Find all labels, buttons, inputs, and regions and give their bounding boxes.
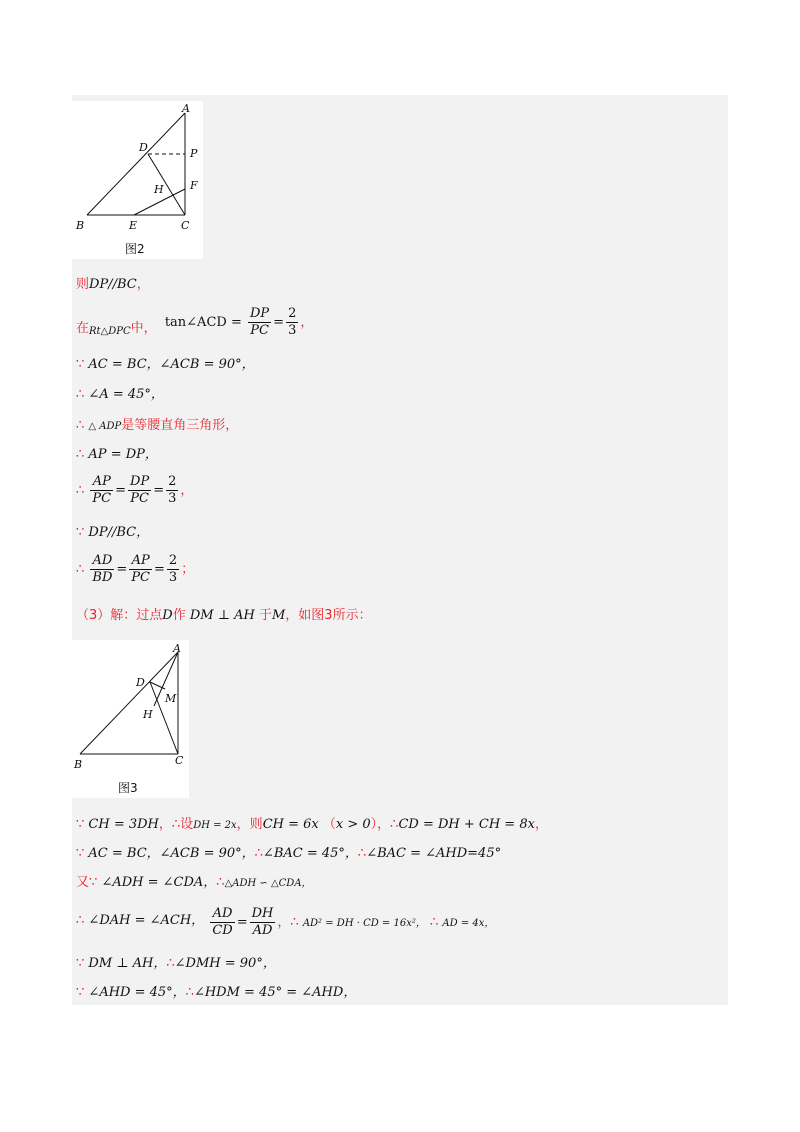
text-l3-sym: ∵ — [76, 357, 85, 372]
text-l15-m1: DM ⊥ AH， — [88, 956, 167, 971]
line-13 — [76, 874, 312, 893]
text-l2-eq: = — [273, 315, 285, 330]
text-l11-t2: ，则 — [236, 817, 263, 832]
text-l1-math: DP//BC — [89, 277, 137, 292]
text-l12-m3: ∠BAC = ∠AHD=45° — [366, 846, 502, 861]
text-l11-s1: ∵ — [76, 817, 85, 832]
text-l13-s1: ∵ — [89, 875, 98, 890]
figure-2-caption: 图2 — [125, 242, 145, 256]
fraction — [128, 474, 151, 507]
label-M: M — [165, 692, 177, 705]
text-l16-m2: ∠HDM = 45° = ∠AHD， — [193, 985, 357, 1000]
fraction — [90, 474, 113, 507]
text-l15-m2: ∠DMH = 90°， — [174, 956, 276, 971]
text-l5-text: 是等腰直角三角形， — [121, 418, 239, 433]
text-l11-t4: ），∴ — [370, 817, 399, 832]
text-l13-m1: ∠ADH = ∠CDA， — [101, 875, 217, 890]
fraction — [166, 474, 178, 507]
fraction — [286, 306, 298, 339]
text-l14-s1: ∴ — [76, 913, 85, 928]
fraction — [90, 553, 114, 586]
text-l2-mid: 中， — [130, 321, 157, 336]
line-1 — [76, 276, 150, 294]
text-l7-f3-num: 2 — [168, 474, 177, 489]
line-11 — [76, 816, 548, 835]
figure-3-caption: 图3 — [118, 781, 138, 795]
text-l10-c: 于 — [258, 608, 272, 623]
text-l14-m1: ∠DAH = ∠ACH， — [88, 913, 205, 928]
figure-3 — [72, 640, 189, 798]
text-l9-f3-den: 3 — [168, 570, 178, 585]
label-E: E — [129, 219, 138, 232]
text-l12-s2: ∴ — [254, 846, 263, 861]
text-l16-s1: ∵ — [76, 985, 85, 1000]
text-l6-math: AP = DP， — [88, 447, 158, 462]
text-l6-sym: ∴ — [76, 447, 85, 462]
fraction — [250, 906, 276, 939]
text-l7-f2-den: PC — [130, 491, 149, 506]
text-l9-f1-num: AD — [90, 553, 114, 570]
text-l7-f1-den: PC — [92, 491, 112, 506]
text-l10-m1: DM ⊥ AH — [189, 608, 255, 623]
text-l16-m1: ∠AHD = 45°， — [88, 985, 186, 1000]
text-l12-s1: ∵ — [76, 846, 85, 861]
text-l5-sym: ∴ — [76, 418, 85, 433]
text-l10-b: 作 — [172, 608, 186, 623]
line-6 — [76, 446, 158, 464]
figure-2 — [72, 101, 203, 259]
text-l2-f2-num: 2 — [288, 306, 297, 321]
text-l10-a: （3）解：过点 — [76, 608, 163, 623]
text-l12-s3: ∴ — [357, 846, 367, 861]
line-7: ∴ $\frac{AP}{PC}$ = $\frac{DP}{PC}$ = $\frac{2}{3}$ ， — [76, 474, 194, 506]
text-l11-t3: （ — [322, 817, 336, 832]
label-A: A — [182, 102, 190, 115]
text-l2-post: ， — [300, 315, 314, 330]
line-16 — [76, 984, 356, 1002]
text-l14-f1-den: CD — [212, 923, 233, 938]
text-l7-post: ， — [180, 483, 194, 498]
text-l12-m2: ∠BAC = 45°， — [262, 846, 358, 861]
fraction — [167, 553, 179, 586]
text-l8-math: DP//BC， — [88, 525, 150, 540]
text-l15-s2: ∴ — [166, 956, 175, 971]
text-l16-s2: ∴ — [185, 985, 194, 1000]
text-l2-rt: Rt△DPC — [89, 326, 131, 337]
text-l12-m1: AC = BC，∠ACB = 90°， — [88, 846, 255, 861]
text-l2-f1-num: DP — [249, 306, 270, 321]
text-l8-sym: ∵ — [76, 525, 85, 540]
text-l2-tan: tan∠ACD = — [164, 315, 242, 330]
text-l14-f2-den: AD — [252, 923, 273, 938]
line-4 — [76, 386, 164, 404]
text-l11-m2: DH = 2x — [193, 820, 237, 831]
text-l14-f2-num: DH — [251, 906, 274, 921]
label-D: D — [136, 676, 145, 689]
fraction — [248, 306, 271, 339]
text-l11-m5: CD = DH + CH = 8x — [398, 817, 535, 832]
text-l9-f2-den: PC — [131, 570, 151, 585]
label-D: D — [139, 141, 148, 154]
text-l11-m4: x > 0 — [335, 817, 371, 832]
label-P: P — [190, 147, 198, 160]
figure-2-diagram — [72, 101, 203, 259]
text-l2-f1-den: PC — [250, 323, 269, 338]
text-l7-f2-num: DP — [130, 474, 150, 489]
line-5 — [76, 417, 238, 436]
text-l9-f1-den: BD — [92, 570, 113, 585]
line-9: ∴ $\frac{AD}{BD}$ = $\frac{AP}{PC}$ = $\frac{2}{3}$ ； — [76, 553, 195, 585]
text-l14-t1: ， — [277, 915, 291, 930]
text-l1-pre: 则 — [76, 277, 90, 292]
text-l13-t1: 又 — [76, 875, 90, 890]
text-l13-m2: △ADH ∽ △CDA， — [224, 878, 312, 889]
text-l7-f1-num: AP — [90, 474, 113, 491]
text-l7-f3-den: 3 — [168, 491, 177, 506]
text-l15-s1: ∵ — [76, 956, 85, 971]
line-14 — [76, 906, 494, 939]
text-l1-post: ， — [136, 277, 150, 292]
text-l5-math: △ ADP — [88, 421, 122, 432]
text-l11-t5: ， — [534, 817, 548, 832]
label-A: A — [173, 642, 181, 655]
text-l9-f2-num: AP — [129, 553, 152, 570]
label-B: B — [74, 758, 83, 771]
label-C: C — [175, 754, 184, 767]
text-l14-m2: AD² = DH · CD = 16x²， — [302, 918, 426, 929]
text-l9-post: ； — [181, 562, 195, 577]
text-l11-m3: CH = 6x — [262, 817, 319, 832]
text-l11-m1: CH = 3DH — [88, 817, 159, 832]
text-l3-math: AC = BC，∠ACB = 90°， — [88, 357, 255, 372]
text-l2-pre: 在 — [76, 321, 90, 336]
text-l13-s2: ∴ — [216, 875, 225, 890]
text-l4-sym: ∴ — [76, 387, 85, 402]
figure-3-diagram — [72, 640, 189, 798]
line-2 — [76, 306, 313, 339]
text-l10-m2: M — [271, 608, 286, 623]
text-l14-eq: = — [236, 915, 248, 930]
text-l14-s2: ∴ — [290, 915, 299, 930]
text-l9-sym: ∴ — [76, 562, 85, 577]
text-l4-math: ∠A = 45°， — [88, 387, 164, 402]
label-C: C — [181, 219, 190, 232]
fraction — [210, 906, 234, 939]
text-l7-sym: ∴ — [76, 483, 85, 498]
label-F: F — [190, 179, 198, 192]
fraction — [129, 553, 152, 586]
text-l11-t1: ，∴设 — [158, 817, 194, 832]
line-12 — [76, 845, 501, 863]
line-8 — [76, 524, 149, 542]
text-l2-f2-den: 3 — [288, 323, 297, 338]
label-B: B — [76, 219, 85, 232]
text-l14-m3: AD = 4x， — [442, 918, 495, 929]
line-10 — [76, 607, 372, 625]
text-l14-s3: ∴ — [430, 915, 439, 930]
line-15 — [76, 955, 276, 973]
text-l9-f3-num: 2 — [168, 553, 178, 568]
text-l10-e: ，如图3所示： — [285, 608, 372, 623]
label-H: H — [154, 183, 164, 196]
line-3 — [76, 356, 255, 374]
label-H: H — [143, 708, 153, 721]
text-l10-d: D — [162, 608, 173, 623]
text-l14-f1-num: AD — [210, 906, 234, 923]
